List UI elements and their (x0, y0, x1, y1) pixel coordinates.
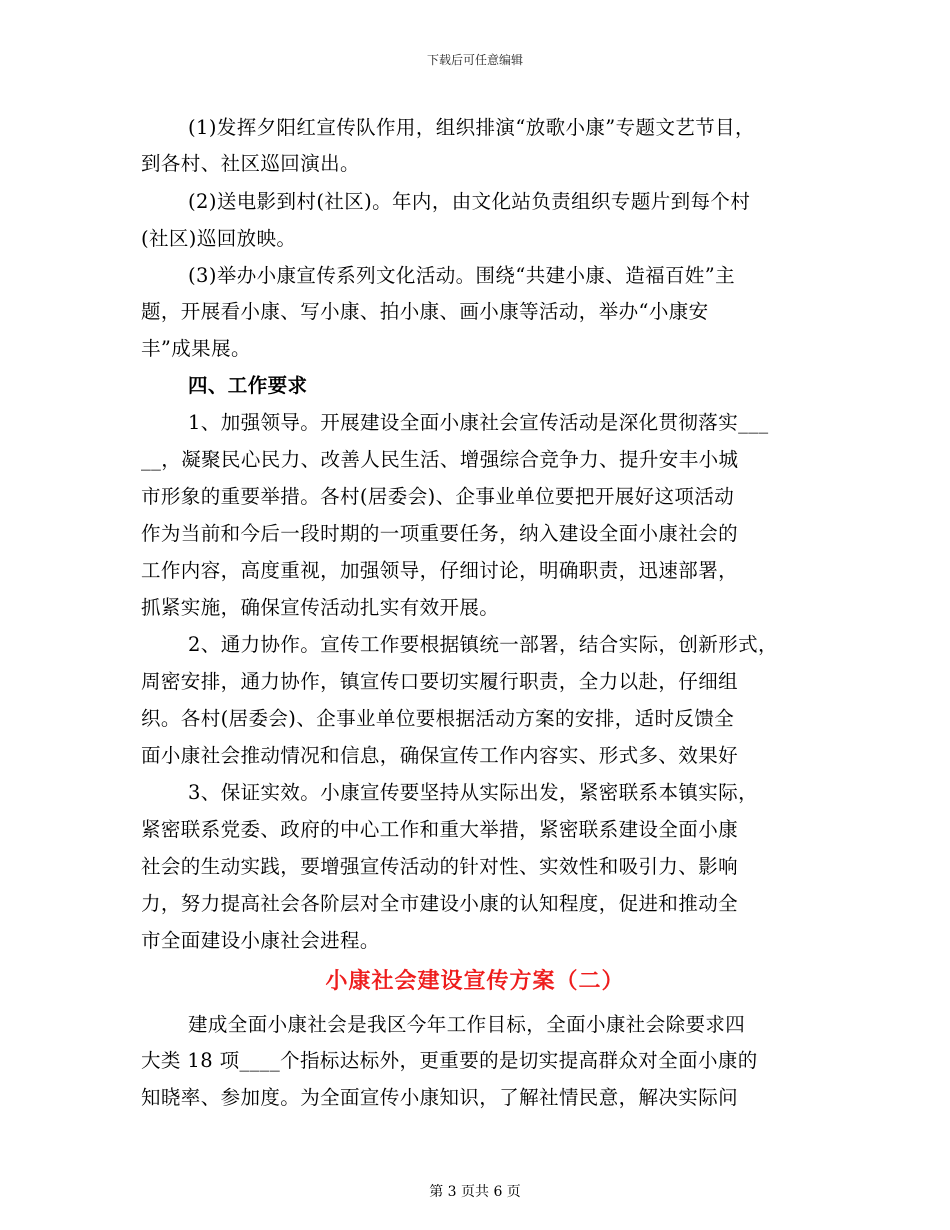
paragraph-line: 作为当前和今后一段时期的一项重要任务，纳入建设全面小康社会的 (141, 522, 739, 545)
paragraph-line: 工作内容，高度重视，加强领导，仔细讨论，明确职责，迅速部署， (141, 559, 739, 582)
paragraph-line: (3)举办小康宣传系列文化活动。围绕“共建小康、造福百姓”主 (188, 264, 736, 287)
section-heading: 四、工作要求 (188, 374, 308, 397)
paragraph-line: 大类 18 项____个指标达标外，更重要的是切实提高群众对全面小康的 (141, 1049, 758, 1072)
paragraph-line: (1)发挥夕阳红宣传队作用，组织排演“放歌小康”专题文艺节目， (188, 116, 755, 139)
paragraph-line: 建成全面小康社会是我区今年工作目标，全面小康社会除要求四 (188, 1013, 746, 1036)
paragraph-line: 紧密联系党委、政府的中心工作和重大举措，紧密联系建设全面小康 (141, 818, 739, 841)
paragraph-line: 面小康社会推动情况和信息，确保宣传工作内容实、形式多、效果好 (141, 744, 739, 767)
paragraph-line: 题，开展看小康、写小康、拍小康、画小康等活动，举办“小康安 (141, 300, 709, 323)
paragraph-line: __，凝聚民心民力、改善人民生活、增强综合竞争力、提升安丰小城 (141, 448, 739, 471)
paragraph-line: 2、通力协作。宣传工作要根据镇统一部署，结合实际，创新形式， (188, 633, 778, 656)
paragraph-line: 丰”成果展。 (141, 337, 251, 360)
section-title: 小康社会建设宣传方案（二） (325, 968, 625, 994)
paragraph-line: (2)送电影到村(社区)。年内，由文化站负责组织专题片到每个村 (188, 190, 751, 213)
page-header: 下载后可任意编辑 (426, 53, 523, 67)
paragraph-line: 知晓率、参加度。为全面宣传小康知识，了解社情民意，解决实际问 (141, 1086, 739, 1109)
paragraph-line: 力，努力提高社会各阶层对全市建设小康的认知程度，促进和推动全 (141, 892, 739, 915)
page-footer: 第 3 页共 6 页 (429, 1184, 521, 1200)
paragraph-line: 3、保证实效。小康宣传要坚持从实际出发，紧密联系本镇实际， (188, 781, 759, 804)
paragraph-line: 抓紧实施，确保宣传活动扎实有效开展。 (141, 596, 500, 619)
paragraph-line: 市全面建设小康社会进程。 (141, 929, 380, 952)
paragraph-line: 社会的生动实践，要增强宣传活动的针对性、实效性和吸引力、影响 (141, 855, 739, 878)
paragraph-line: 织。各村(居委会)、企事业单位要根据活动方案的安排，适时反馈全 (141, 707, 735, 730)
paragraph-line: (社区)巡回放映。 (141, 227, 297, 250)
paragraph-line: 1、加强领导。开展建设全面小康社会宣传活动是深化贯彻落实___ (188, 411, 769, 434)
paragraph-line: 到各村、社区巡回演出。 (141, 152, 360, 175)
paragraph-line: 周密安排，通力协作，镇宣传口要切实履行职责，全力以赴，仔细组 (141, 670, 739, 693)
paragraph-line: 市形象的重要举措。各村(居委会)、企事业单位要把开展好这项活动 (141, 485, 735, 508)
